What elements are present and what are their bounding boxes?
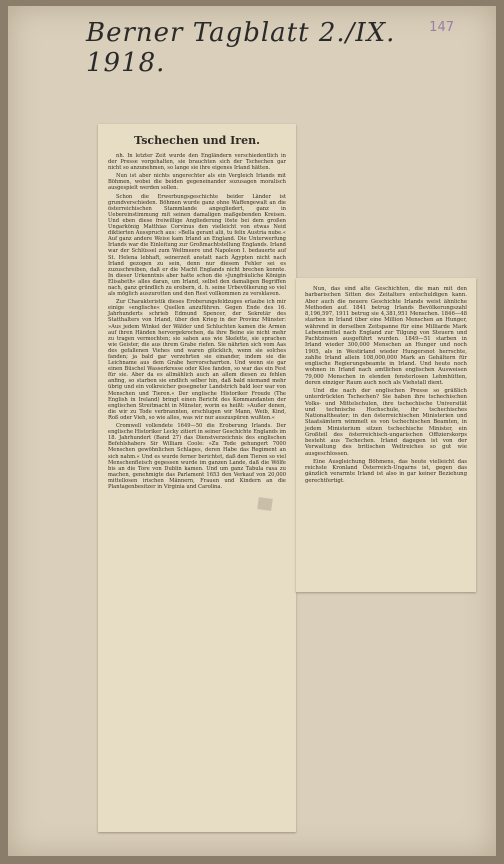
paragraph: Und die nach der englischen Presse so gräßlich unterdrückten Tschechen? Sie haben ihre tschechischen Volks- und Mittelschulen, ihre tschechische Universität und technische Hochschule, ihr tschechisches Nationaltheater; in den österreichischen Ministerien und Staatsämtern wimmelt es von tschechischen Beamten, in jedem Ministerium sitzen tschechische Minister, ein Großteil des österreichisch-ungarischen Offizierskorps besteht aus Tschechen. Irland dagegen ist von der Verwaltung des britischen Weltreiches so gut wie ausgeschlossen. <box>305 388 467 457</box>
clipping-right-column <box>296 278 476 592</box>
paragraph: Nun ist aber nichts ungerechter als ein Vergleich Irlands mit Böhmen, wobei die beiden gegeneinander sozusagen moralisch ausgespielt werden sollen. <box>108 173 286 192</box>
archive-sheet <box>8 6 496 856</box>
paragraph: Cromwell vollendete 1649—50 die Eroberung Irlands. Der englische Historiker Lecky zitiert in seiner Geschichte Englands im 18. Jahrhundert (Band 27) das Dienstverzeichnis des englischen Befehlshabers Sir William Coole: »Zu Tode gehungert 7000 Menschen gewöhnlichen Schlages, deren Habe das Regiment an sich nahm.« Und es wurde ferner berichtet, daß dem Tieren so viel Menschenfleisch gegessen wurde im ganzen Lande, daß die Wölfe bis an die Tore von Dublin kamen. Und um ganz Tabula rasa zu machen, genehmigte das Parlament 1653 den Verkauf von 20,000 mittellosen irischen Männern, Frauen und Kindern an die Plantagenbesitzer in Virginia und Carolina. <box>108 423 286 490</box>
paragraph: Eine Ausgleichung Böhmens, das heute vielleicht das reichste Kronland Österreich-Ungarns ist, gegen das gänzlich verarmte Irland ist also in gar keiner Beziehung gerechtfertigt. <box>305 458 467 484</box>
folio-number: 147 <box>429 20 454 35</box>
paragraph: Nun, das sind alte Geschichten, die man mit den barbarischen Sitten des Zeitalters entschuldigen kann. Aber auch die neuere Geschichte Irlands weist ähnliche Methoden auf. 1841 betrug Irlands Bevölkerungszahl 8,196,597, 1911 betrug sie 4,381,951 Menschen. 1846—48 starben in Irland über eine Million Menschen an Hunger, während in derselben Zeitspanne für eine Milliarde Mark Lebensmittel nach England zur Tilgung von Steuern und Pachtzinsen ausgeführt wurden. 1849—51 starben in Irland wieder 300,000 Menschen an Hunger und noch 1905, als in Westirland wieder Hungersnot herrschte, zahlte Irland allein 108,000,000 Mark an Gehältern für englische Regierungsbeamte in Irland. Und heute noch wohnen in Irland nach amtlichen englischen Ausweisen 79,000 Menschen in elenden fensterlosen Lehmhütten, deren einziger Raum auch noch als Viehstall dient. <box>305 286 467 386</box>
paragraph: Schon die Erwerbungsgeschichte beider Länder ist grundverschieden. Böhmen wurde ganz ohne Waffengewalt an die österreichischen Stammlande angegliedert, ganz in Uebereinstimmung mit seinen damaligen maßgebenden Kreisen. Und eben diese freiwillige Angliederung löste bei dem großen Ungarkönig Matthias Corvinus den vielleicht von etwas Neid diktierten Ausspruch aus: »Bella gerant alii, tu felix Austria nube.« Auf ganz andere Weise kam Irland an England. Die Unterwerfung Irlands war die Einleitung zur Großmachtstellung Englands. Irland war der Schlüssel zum Weltmeere und Napoleon I. bedauerte auf St. Helena lebhaft, seinerzeit anstatt nach Ägypten nicht nach Irland gezogen zu sein, denn nur diesem Fehler sei es zuzuschreiben, daß er die Macht Englands nicht brechen konnte. In dieser Urkenntnis aber hatte schon die »Jungfräuliche Königin Elisabeth« alles daran, um Irland, selbst den damaligen Begriffen nach, ganz gründlich zu erobern, d. h. seine Urbevölkerung so viel als möglich auszurotten und den Rest vollkommen zu versklaven. <box>108 193 286 298</box>
left-column-text <box>108 153 286 490</box>
paper-scrap <box>257 497 273 511</box>
clipping-left-column <box>98 124 296 832</box>
right-column-text <box>305 286 467 484</box>
handwritten-source-note: Berner Tagblatt 2./IX. 1918. <box>86 18 396 78</box>
article-title: Tschechen und Iren. <box>134 134 260 147</box>
paragraph: nh. In letzter Zeit wurde den Engländern verschiedentlich in der Presse vorgehalten, sie brauchten sich der Tschechen gar nicht so anzunehmen, so lange sie ihre eigenes Irland hätten. <box>108 153 286 172</box>
paragraph: Zur Charakteristik dieses Eroberungsfeldzuges erlaube ich mir einige »englische« Quellen anzuführen. Gegen Ende des 16. Jahrhunderts schrieb Edmund Spencer, der Sekretär des Statthalters von Irland, über den Krieg in der Provinz Münster: »Aus jedem Winkel der Wälder und Schluchten kamen die Armen auf ihren Händen hervorgekrochen, da ihre Beine sie nicht mehr zu tragen vermochten; sie sahen aus wie Skelette, sie sprachen wie Geister, die aus ihrem Grabe riefen. Sie nährten sich vom Aas des gefallenen Viehes und waren glücklich, wenn sie solches fanden; ja bald gar verzehrten sie einander, indem sie die Leichname aus dem Grabe hervorscharrten. Und wenn sie gar einen Büschel Wasserkresse oder Klee fanden, so war das ein Fest für sie. Aber da es allmählich auch an allem diesen zu fehlen anfing, so starben sie endlich selber hin, daß bald niemand mehr übrig und ein volkreicher gesegneter Landstrich bald leer war von Menschen und Tieren.« Der englische Historiker Froude (The English in Ireland) bringt einen Bericht des Kommandanten der englischen Streitmacht in Münster, worin es heißt: »Außer denen, die wir zu Tode verbrannten, erschlugen wir Mann, Weib, Kind, Roß oder Vieh, so wie alles, was wir nur auszuspüren wußten.« <box>108 299 286 421</box>
